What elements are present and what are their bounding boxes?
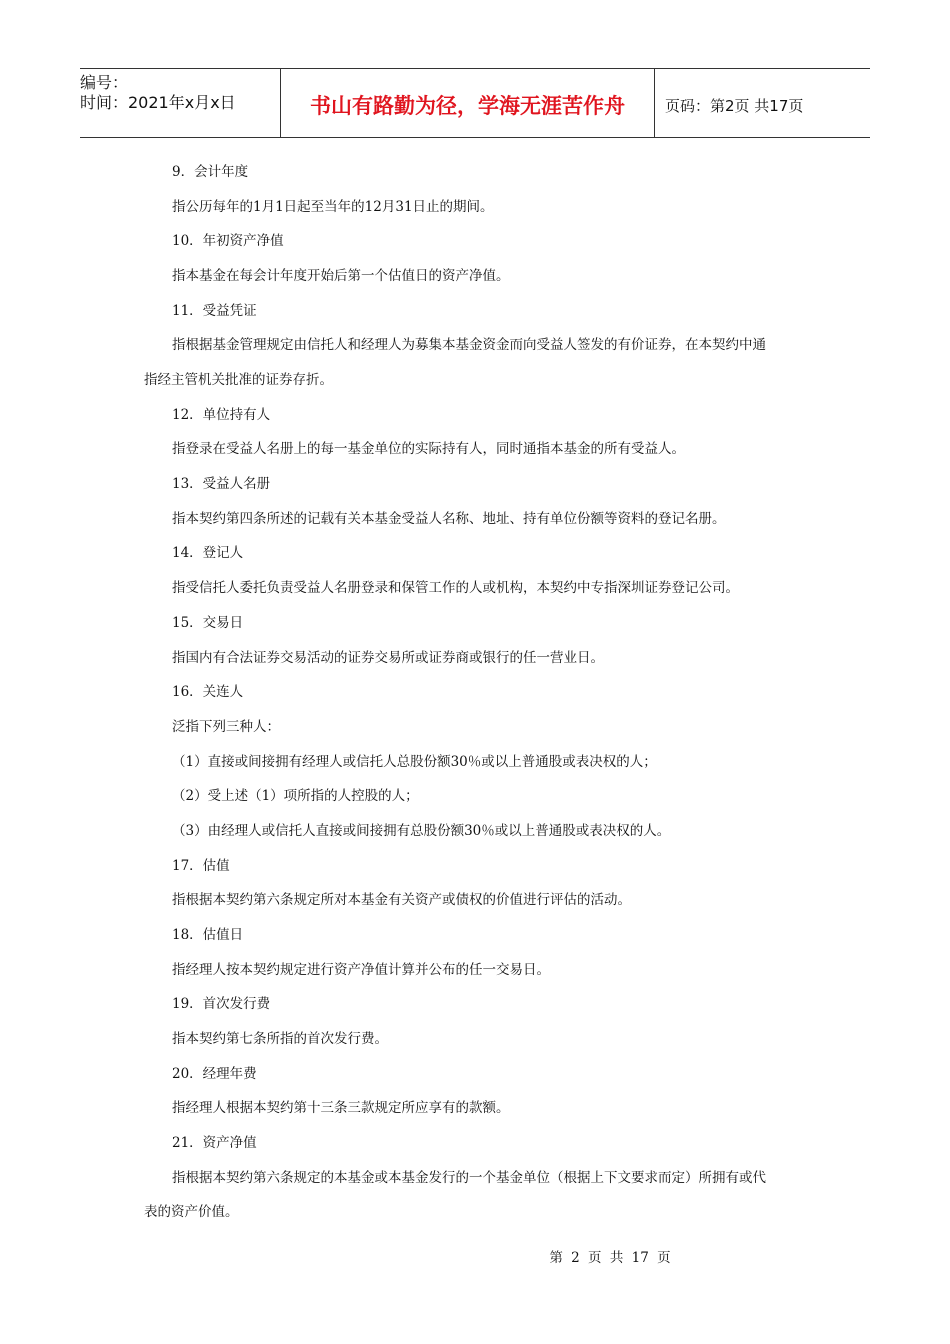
list-item: （3）由经理人或信托人直接或间接拥有总股份额30％或以上普通股或表决权的人。	[172, 823, 671, 839]
paragraph-continuation: 指经主管机关批准的证券存折。	[144, 372, 333, 388]
section-heading: 17．估值	[172, 858, 230, 874]
paragraph-continuation: 表的资产价值。	[144, 1204, 239, 1220]
page-header	[80, 68, 870, 138]
paragraph: 指本契约第七条所指的首次发行费。	[172, 1031, 388, 1047]
list-item: （1）直接或间接拥有经理人或信托人总股份额30％或以上普通股或表决权的人；	[172, 754, 657, 770]
paragraph: 指登录在受益人名册上的每一基金单位的实际持有人，同时通指本基金的所有受益人。	[172, 441, 685, 457]
header-page-info: 页码：第2页 共17页	[665, 96, 804, 115]
number-label: 编号：	[80, 73, 129, 92]
section-heading: 14．登记人	[172, 545, 244, 561]
header-motto: 书山有路勤为径，学海无涯苦作舟	[281, 69, 655, 137]
date-label: 时间：2021年x月x日	[80, 93, 236, 112]
paragraph: 指本基金在每会计年度开始后第一个估值日的资产净值。	[172, 268, 510, 284]
paragraph: 指经理人按本契约规定进行资产净值计算并公布的任一交易日。	[172, 962, 550, 978]
section-heading: 10．年初资产净值	[172, 233, 284, 249]
paragraph: 指根据本契约第六条规定所对本基金有关资产或债权的价值进行评估的活动。	[172, 892, 631, 908]
section-heading: 15．交易日	[172, 615, 244, 631]
section-heading: 9．会计年度	[172, 164, 249, 180]
section-heading: 18．估值日	[172, 927, 244, 943]
section-heading: 13．受益人名册	[172, 476, 271, 492]
section-heading: 20．经理年费	[172, 1066, 257, 1082]
list-item: （2）受上述（1）项所指的人控股的人；	[172, 788, 419, 804]
paragraph: 指本契约第四条所述的记载有关本基金受益人名称、地址、持有单位份额等资料的登记名册。	[172, 511, 726, 527]
paragraph: 指根据本契约第六条规定的本基金或本基金发行的一个基金单位（根据上下文要求而定）所拥有或代	[172, 1170, 766, 1186]
paragraph: 指公历每年的1月1日起至当年的12月31日止的期间。	[172, 199, 494, 215]
section-heading: 11．受益凭证	[172, 303, 257, 319]
section-heading: 21．资产净值	[172, 1135, 257, 1151]
section-heading: 12．单位持有人	[172, 407, 271, 423]
section-heading: 16．关连人	[172, 684, 244, 700]
page-footer: 第 2 页 共 17 页	[549, 1250, 671, 1266]
paragraph: 指受信托人委托负责受益人名册登录和保管工作的人或机构，本契约中专指深圳证券登记公司。	[172, 580, 739, 596]
header-meta	[80, 69, 281, 137]
paragraph: 指经理人根据本契约第十三条三款规定所应享有的款额。	[172, 1100, 510, 1116]
paragraph: 泛指下列三种人：	[172, 719, 280, 735]
section-heading: 19．首次发行费	[172, 996, 271, 1012]
paragraph: 指根据基金管理规定由信托人和经理人为募集本基金资金而向受益人签发的有价证券，在本契约中通	[172, 337, 766, 353]
paragraph: 指国内有合法证券交易活动的证券交易所或证券商或银行的任一营业日。	[172, 650, 604, 666]
